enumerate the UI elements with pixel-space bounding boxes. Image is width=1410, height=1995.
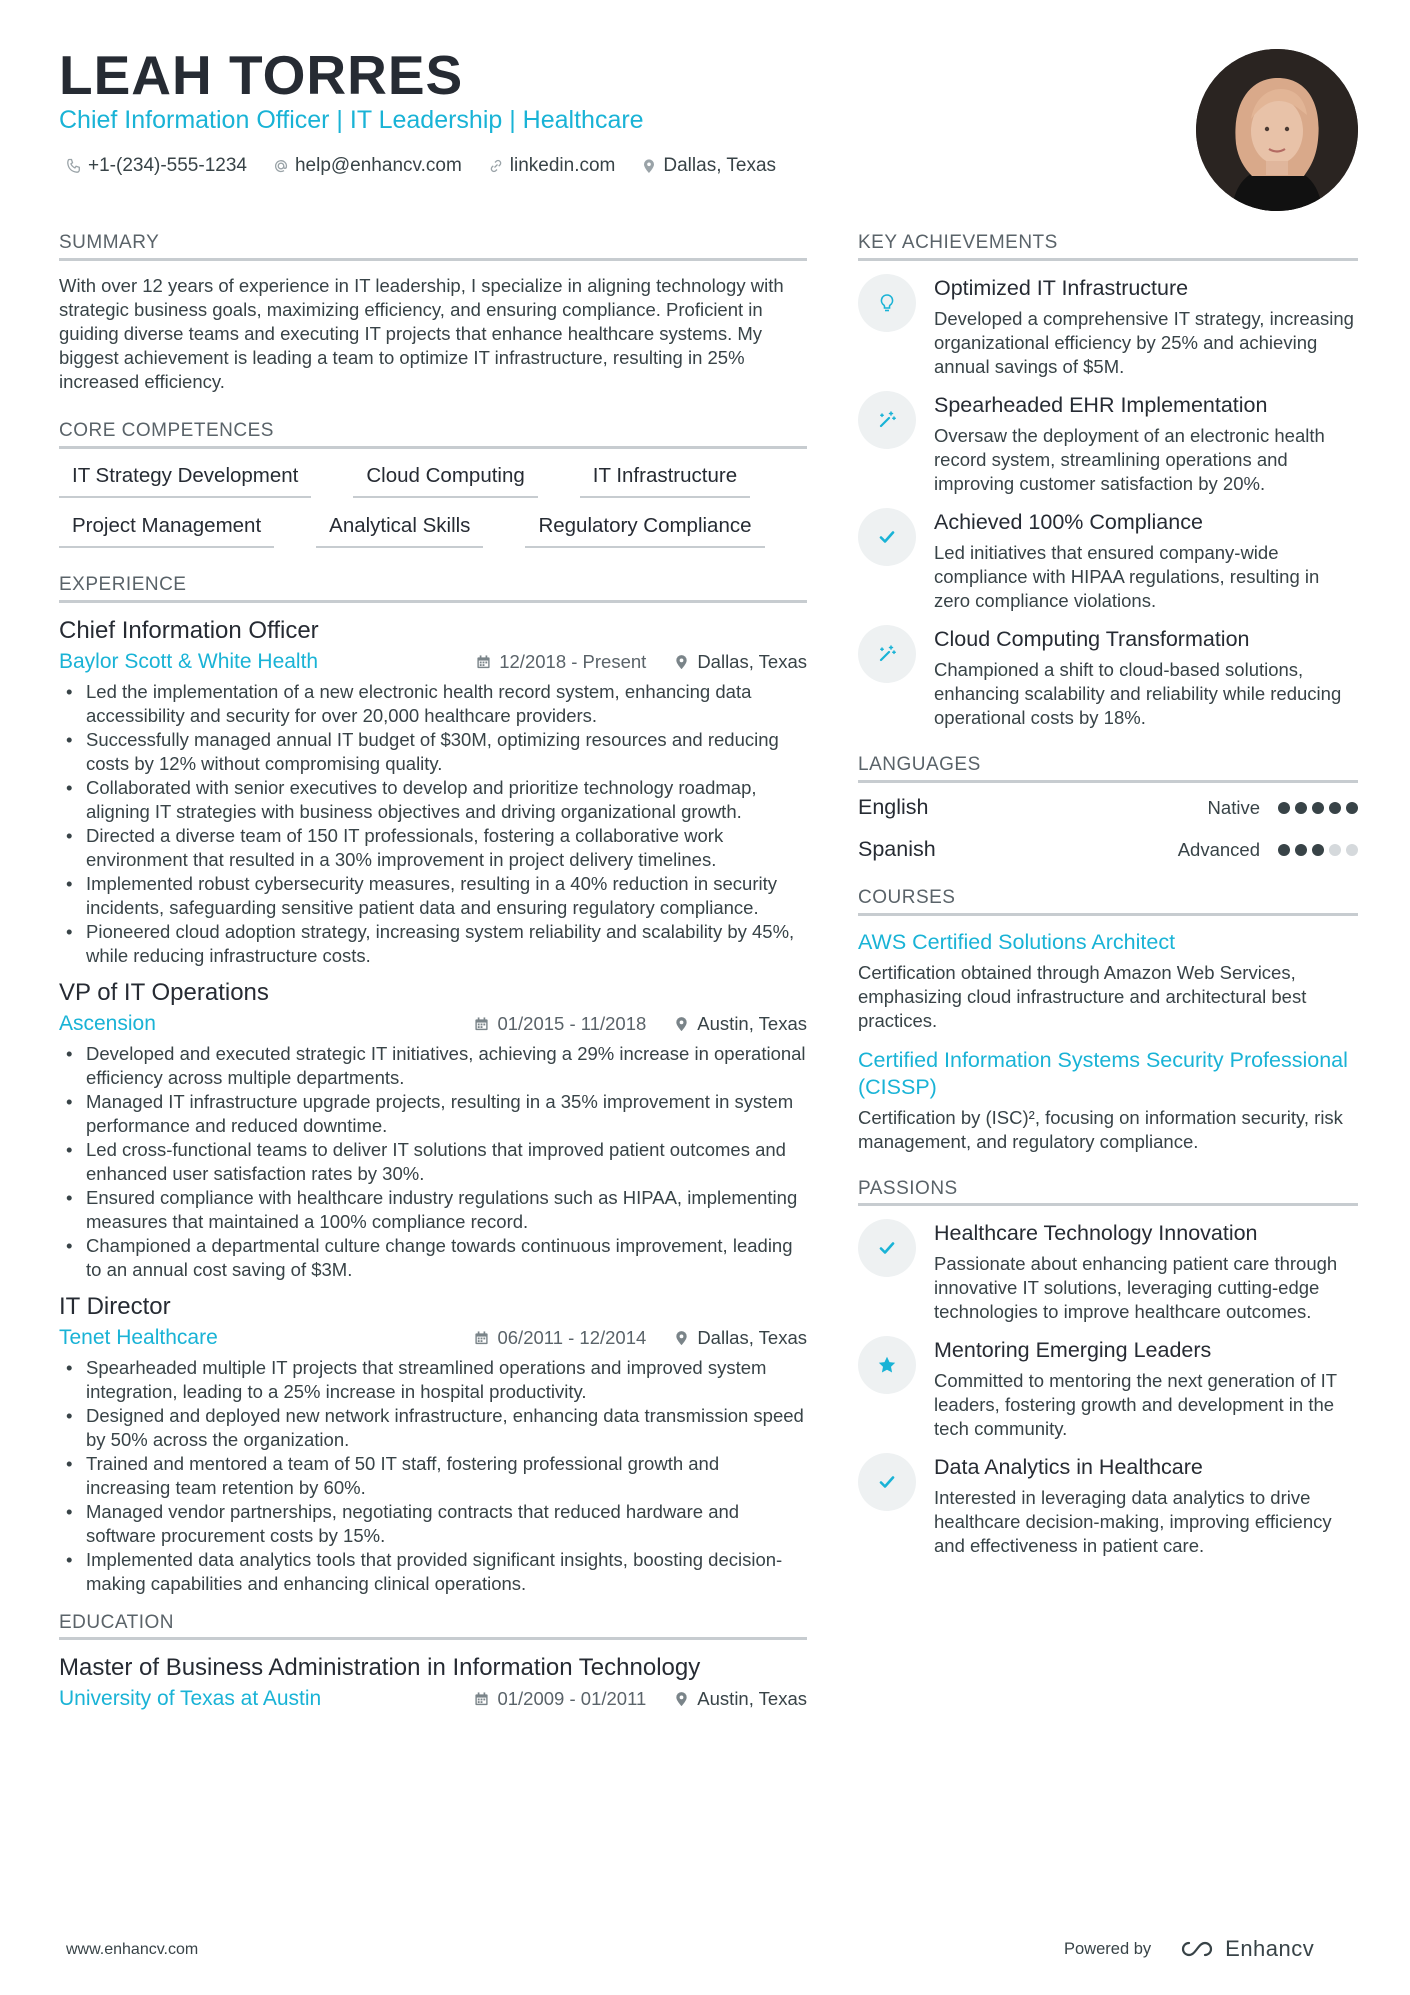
brand-name: Enhancv (1225, 1936, 1315, 1961)
company-name: Ascension (59, 1011, 156, 1035)
job-dates: 06/2011 - 12/2014 (497, 1326, 647, 1348)
job-bullets (59, 1042, 807, 1282)
courses-title: COURSES (858, 887, 1358, 916)
skill-tag: IT Strategy Development (59, 462, 311, 498)
passion-desc: Committed to mentoring the next generation of IT leaders, fostering growth and development in the tech community. (934, 1370, 1337, 1440)
passions-title: PASSIONS (858, 1178, 1358, 1207)
location-pin-icon (674, 1330, 689, 1346)
language-rating (1278, 844, 1358, 856)
rating-dot-empty (1346, 844, 1358, 856)
education-dates: 01/2009 - 01/2011 (497, 1688, 647, 1710)
star-icon (876, 1354, 898, 1376)
achievements-title: KEY ACHIEVEMENTS (858, 232, 1358, 261)
job-entry (59, 616, 807, 968)
contact-bar (66, 155, 776, 177)
bullet-item: • Successfully managed annual IT budget of $30M, optimizing resources and reducing costs by 12% without compromising quality. (59, 728, 807, 776)
skill-tag: Regulatory Compliance (525, 512, 764, 548)
right-column (858, 232, 1358, 1570)
skill-tag: Cloud Computing (353, 462, 537, 498)
left-column (59, 232, 807, 1721)
location-pin-icon (674, 654, 689, 670)
passion-title: Healthcare Technology Innovation (934, 1221, 1258, 1246)
degree-title: Master of Business Administration in Information Technology (59, 1654, 701, 1682)
course-desc: Certification obtained through Amazon Web Services, emphasizing cloud infrastructure and architectural best practices. (858, 961, 1307, 1031)
rating-dot-empty (1329, 844, 1341, 856)
bullet-item: • Managed vendor partnerships, negotiating contracts that reduced hardware and software procurement costs by 15%. (59, 1500, 807, 1548)
achievement-title: Optimized IT Infrastructure (934, 275, 1189, 300)
course-desc: Certification by (ISC)², focusing on information security, risk management, and regulatory compliance. (858, 1106, 1343, 1152)
phone-text: +1-(234)-555-1234 (88, 155, 247, 176)
achievement-desc: Oversaw the deployment of an electronic health record system, streamlining operations and improving customer satisfaction by 20%. (934, 424, 1325, 494)
achievement-title: Cloud Computing Transformation (934, 626, 1250, 651)
language-rating (1278, 802, 1358, 814)
rating-dot-filled (1312, 802, 1324, 814)
location-text: Dallas, Texas (663, 155, 777, 176)
lightbulb-icon (876, 292, 898, 314)
bullet-item: • Trained and mentored a team of 50 IT staff, fostering professional growth and increasing team retention by 60%. (59, 1452, 807, 1500)
profile-portrait-image (1196, 49, 1358, 211)
bullet-item: • Designed and deployed new network infrastructure, enhancing data transmission speed by 50% across the organization. (59, 1404, 807, 1452)
bullet-item: • Implemented data analytics tools that provided significant insights, boosting decision-making capabilities and enhancing clinical operations. (59, 1548, 807, 1596)
bullet-item: • Developed and executed strategic IT initiatives, achieving a 29% increase in operational efficiency across multiple departments. (59, 1042, 807, 1090)
passion-desc: Interested in leveraging data analytics to drive healthcare decision-making, improving efficiency and effectiveness in patient care. (934, 1487, 1332, 1557)
job-location: Austin, Texas (697, 1012, 807, 1034)
contact-linkedin[interactable] (488, 155, 616, 177)
language-name: Spanish (858, 837, 936, 862)
rating-dot-filled (1329, 802, 1341, 814)
calendar-icon (474, 1016, 489, 1032)
footer-website[interactable]: www.enhancv.com (66, 1941, 199, 1958)
rating-dot-filled (1278, 844, 1290, 856)
achievement-item (858, 625, 1358, 730)
company-name: Tenet Healthcare (59, 1325, 218, 1349)
rating-dot-filled (1346, 802, 1358, 814)
bullet-item: • Managed IT infrastructure upgrade projects, resulting in a 35% improvement in system performance and reduced downtime. (59, 1090, 807, 1138)
email-text: help@enhancv.com (294, 155, 462, 176)
achievement-title: Spearheaded EHR Implementation (934, 392, 1268, 417)
brand-logo[interactable] (1177, 1936, 1314, 1962)
job-title: VP of IT Operations (59, 978, 269, 1006)
job-location: Dallas, Texas (697, 1326, 807, 1348)
headline: Chief Information Officer | IT Leadership | Healthcare (59, 106, 644, 134)
education-meta (59, 1687, 807, 1711)
rating-dot-filled (1295, 844, 1307, 856)
passion-item (858, 1453, 1358, 1558)
check-icon (876, 1471, 898, 1493)
course-item (858, 1047, 1358, 1154)
check-icon (876, 526, 898, 548)
passion-title: Mentoring Emerging Leaders (934, 1338, 1212, 1363)
contact-location (641, 155, 776, 177)
powered-by-text: Powered by (1064, 1939, 1152, 1958)
linkedin-text: linkedin.com (509, 155, 616, 176)
bullet-item: • Collaborated with senior executives to develop and prioritize technology roadmap, aligning IT strategies with business objectives and driving organizational growth. (59, 776, 807, 824)
profile-photo (1196, 49, 1358, 211)
course-item (858, 929, 1358, 1033)
rating-dot-filled (1278, 802, 1290, 814)
competences-title: CORE COMPETENCES (59, 420, 807, 449)
achievement-item (858, 274, 1358, 379)
bullet-item: • Implemented robust cybersecurity measures, resulting in a 40% reduction in security incidents, safeguarding sensitive patient data and ensuring regulatory compliance. (59, 872, 807, 920)
school-name: University of Texas at Austin (59, 1687, 322, 1711)
bullet-item: • Spearheaded multiple IT projects that streamlined operations and improved system integration, leading to a 25% increase in hospital productivity. (59, 1356, 807, 1404)
achievement-desc: Developed a comprehensive IT strategy, increasing organizational efficiency by 25% and achieving annual savings of $5M. (934, 307, 1354, 377)
language-level: Advanced (1177, 838, 1260, 860)
job-entry (59, 978, 807, 1282)
bullet-item: • Led the implementation of a new electronic health record system, enhancing data accessibility and security for over 20,000 healthcare providers. (59, 680, 807, 728)
calendar-icon (476, 654, 491, 670)
calendar-icon (474, 1691, 489, 1707)
education-title: EDUCATION (59, 1612, 807, 1641)
language-name: English (858, 795, 929, 820)
job-bullets (59, 680, 807, 968)
summary-text: With over 12 years of experience in IT leadership, I specialize in aligning technology with strategic business goals, maximizing efficiency, and ensuring compliance. Proficient in guiding diverse teams and executing IT projects that enhance healthcare systems. My biggest achievement is leading a team to optimize IT infrastructure, resulting in 25% increased efficiency. (59, 274, 784, 392)
bullet-item: • Led cross-functional teams to deliver IT solutions that improved patient outcomes and enhanced user satisfaction rates by 30%. (59, 1138, 807, 1186)
skill-tag: Analytical Skills (316, 512, 483, 548)
at-icon (273, 158, 289, 174)
link-icon (488, 158, 504, 174)
job-meta (59, 1326, 807, 1350)
company-name: Baylor Scott & White Health (59, 649, 319, 673)
language-row (858, 829, 1358, 871)
skills-list (59, 462, 819, 548)
location-pin-icon (641, 158, 657, 174)
passion-desc: Passionate about enhancing patient care through innovative IT solutions, leveraging cutting-edge technologies to improve healthcare outcomes. (934, 1253, 1338, 1323)
calendar-icon (474, 1330, 489, 1346)
job-meta (59, 650, 807, 674)
bullet-item: • Pioneered cloud adoption strategy, increasing system reliability and scalability by 45%, while reducing infrastructure costs. (59, 920, 807, 968)
achievement-title: Achieved 100% Compliance (934, 509, 1203, 534)
job-entry (59, 1292, 807, 1596)
candidate-name: LEAH TORRES (59, 44, 464, 106)
bullet-item: • Directed a diverse team of 150 IT professionals, fostering a collaborative work environment that resulted in a 30% improvement in project delivery timelines. (59, 824, 807, 872)
achievement-desc: Led initiatives that ensured company-wide compliance with HIPAA regulations, resulting in zero compliance violations. (934, 541, 1320, 611)
passion-title: Data Analytics in Healthcare (934, 1455, 1203, 1480)
passion-item (858, 1336, 1358, 1441)
experience-title: EXPERIENCE (59, 574, 807, 603)
achievement-desc: Championed a shift to cloud-based solutions, enhancing scalability and reliability while reducing operational costs by 18%. (934, 658, 1342, 728)
job-location: Dallas, Texas (697, 650, 807, 672)
passion-item (858, 1219, 1358, 1324)
bullet-item: • Ensured compliance with healthcare industry regulations such as HIPAA, implementing measures that maintained a 100% compliance record. (59, 1186, 807, 1234)
course-title: AWS Certified Solutions Architect (858, 929, 1176, 954)
phone-icon (66, 158, 82, 174)
contact-phone[interactable] (66, 155, 247, 177)
education-location: Austin, Texas (697, 1688, 807, 1710)
skill-tag: Project Management (59, 512, 274, 548)
job-meta (59, 1012, 807, 1036)
languages-title: LANGUAGES (858, 754, 1358, 783)
summary-title: SUMMARY (59, 232, 807, 261)
education-entry (59, 1653, 807, 1711)
rating-dot-filled (1295, 802, 1307, 814)
location-pin-icon (674, 1016, 689, 1032)
footer-branding (1064, 1936, 1314, 1962)
job-bullets (59, 1356, 807, 1596)
enhancv-logo-icon (1177, 1939, 1217, 1959)
magic-wand-icon (876, 643, 898, 665)
language-row (858, 787, 1358, 829)
skill-tag: IT Infrastructure (580, 462, 750, 498)
job-dates: 01/2015 - 11/2018 (497, 1012, 647, 1034)
rating-dot-filled (1312, 844, 1324, 856)
contact-email[interactable] (273, 155, 462, 177)
achievement-item (858, 391, 1358, 496)
job-title: IT Director (59, 1292, 171, 1320)
magic-wand-icon (876, 409, 898, 431)
check-icon (876, 1237, 898, 1259)
achievement-item (858, 508, 1358, 613)
location-pin-icon (674, 1691, 689, 1707)
course-title: Certified Information Systems Security Professional (CISSP) (858, 1047, 1348, 1099)
job-title: Chief Information Officer (59, 616, 319, 644)
language-level: Native (1207, 796, 1260, 818)
bullet-item: • Championed a departmental culture change towards continuous improvement, leading to an annual cost saving of $3M. (59, 1234, 807, 1282)
job-dates: 12/2018 - Present (499, 650, 647, 672)
